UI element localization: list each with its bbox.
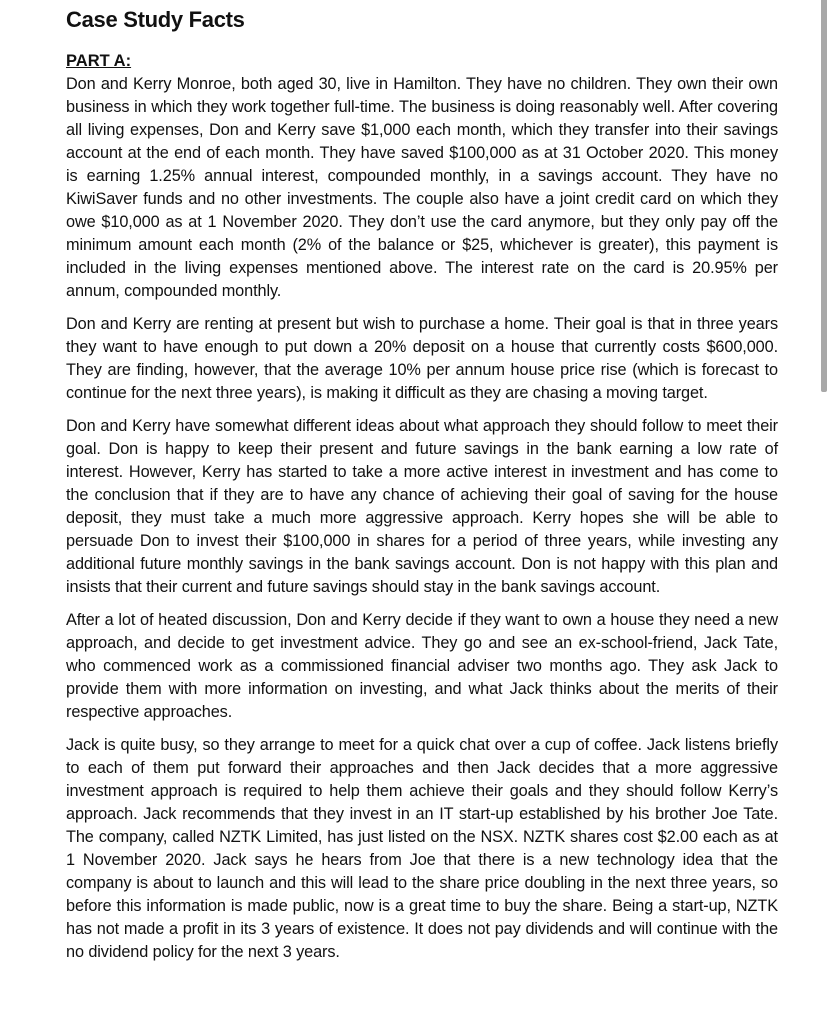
document-page	[66, 6, 778, 974]
part-heading: PART A:	[66, 52, 132, 70]
paragraph-background: Don and Kerry Monroe, both aged 30, live in Hamilton. They have no children. They own their own business in which they work together full-time. The business is doing reasonably well. After covering all living expenses, Don and Kerry save $1,000 each month, which they transfer into their savings account at the end of each month. They have saved $100,000 as at 31 October 2020. This money is earning 1.25% annual interest, compounded monthly, in a savings account. They have no KiwiSaver funds and no other investments. The couple also have a joint credit card on which they owe $10,000 as at 1 November 2020. They don’t use the card anymore, but they only pay off the minimum amount each month (2% of the balance or $25, whichever is greater), this payment is included in the living expenses mentioned above. The interest rate on the card is 20.95% per annum, compounded monthly.	[66, 75, 778, 300]
vertical-scrollbar[interactable]	[821, 0, 827, 392]
document-title: Case Study Facts	[66, 7, 245, 32]
paragraph-advice: After a lot of heated discussion, Don and Kerry decide if they want to own a house they need a new approach, and decide to get investment advice. They go and see an ex-school-friend, Jack Tate, who commenced work as a commissioned financial adviser two months ago. They ask Jack to provide them with more information on investing, and what Jack thinks about the merits of their respective approaches.	[66, 611, 778, 721]
paragraph-approaches: Don and Kerry have somewhat different ideas about what approach they should follow to meet their goal. Don is happy to keep their present and future savings in the bank earning a low rate of interest. However, Kerry has started to take a more active interest in investment and has come to the conclusion that if they are to have any chance of achieving their goal of saving for the house deposit, they must take a much more aggressive approach. Kerry hopes she will be able to persuade Don to invest their $100,000 in shares for a period of three years, while investing any additional future monthly savings in the bank savings account. Don is not happy with this plan and insists that their current and future savings should stay in the bank savings account.	[66, 417, 778, 596]
paragraph-recommendation: Jack is quite busy, so they arrange to meet for a quick chat over a cup of coffee. Jack listens briefly to each of them put forward their approaches and then Jack decides that a more aggressive investment approach is required to help them achieve their goals and they should follow Kerry’s approach. Jack recommends that they invest in an IT start-up established by his brother Joe Tate. The company, called NZTK Limited, has just listed on the NSX. NZTK shares cost $2.00 each as at 1 November 2020. Jack says he hears from Joe that there is a new technology idea that the company is about to launch and this will lead to the share price doubling in the next three years, so before this information is made public, now is a great time to buy the share. Being a start-up, NZTK has not made a profit in its 3 years of existence. It does not pay dividends and will continue with the no dividend policy for the next 3 years.	[66, 736, 778, 961]
paragraph-goal: Don and Kerry are renting at present but wish to purchase a home. Their goal is that in three years they want to have enough to put down a 20% deposit on a house that currently costs $600,000. They are finding, however, that the average 10% per annum house price rise (which is forecast to continue for the next three years), is making it difficult as they are chasing a moving target.	[66, 315, 778, 402]
